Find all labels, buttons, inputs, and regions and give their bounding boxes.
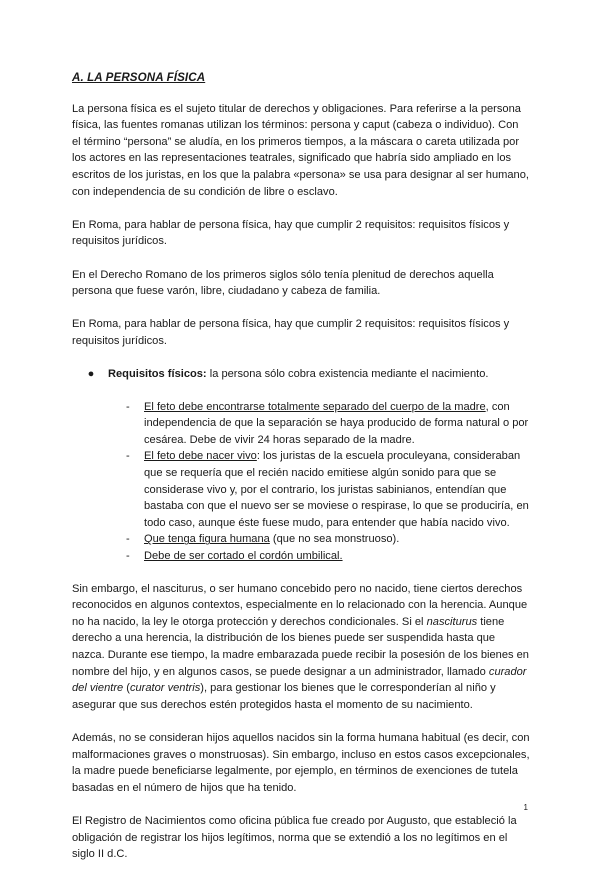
nasciturus-italic-term: nasciturus — [426, 615, 478, 628]
sub-item-rest: : los juristas de la escuela proculeyana, consideraban que se requería que el recién nacido emitiese algún sonido para que se considerase vivo y, por el contrario, los juristas sabinianos, entendían que bastaba con que el nuevo ser se moviese o respirase, lo que se produciría, en todo caso, aunque éste fuese mudo, para entender que había nacido vivo. — [144, 450, 529, 529]
derecho-romano-paragraph: En el Derecho Romano de los primeros siglos sólo tenía plenitud de derechos aquella persona que fuese varón, libre, ciudadano y cabeza de familia. — [72, 268, 494, 298]
sub-list-item — [72, 531, 530, 548]
bullet-requisitos-fisicos — [72, 366, 530, 383]
page-number: 1 — [523, 803, 528, 812]
sub-item-underlined: El feto debe nacer vivo — [144, 450, 257, 463]
curator-ventris-term: curator ventris — [129, 682, 201, 695]
sub-item-underlined: El feto debe encontrarse totalmente separado del cuerpo de la madre — [144, 400, 486, 413]
sub-list-item — [72, 399, 530, 449]
bullet-text — [108, 366, 530, 383]
registro-paragraph: El Registro de Nacimientos como oficina pública fue creado por Augusto, que estableció la obligación de registrar los hijos legítimos, norma que se extendió a los no legítimos en el siglo II d.C. — [72, 814, 517, 861]
dash-marker: - — [126, 533, 130, 546]
ademas-paragraph: Además, no se consideran hijos aquellos nacidos sin la forma humana habitual (es decir, con malformaciones graves o monstruosas). Sin embargo, incluso en estos casos excepcionales, la madre puede beneficiarse legalmente, por ejemplo, en términos de exenciones de tutela basadas en el número de hijos que ha tenido. — [72, 731, 530, 794]
sub-item-rest: (que no sea monstruoso). — [269, 533, 400, 546]
roma-requisitos-paragraph: En Roma, para hablar de persona física, hay que cumplir 2 requisitos: requisitos físicos y requisitos jurídicos. — [72, 218, 510, 248]
nasciturus-text-4: ), para gestionar los bienes que le corresponderían al niño y asegurar que sus derechos estén protegidos hasta el momento de su nacimiento. — [72, 682, 496, 711]
sub-item-text — [144, 531, 530, 548]
intro-paragraph: La persona física es el sujeto titular de derechos y obligaciones. Para referirse a la persona física, las fuentes romanas utilizan los términos: persona y caput (cabeza o individuo). Con el término “persona” se aludía, en los primeros tiempos, a la máscara o careta utilizada por los actores en las representaciones teatrales, significado que habría sido ampliado en los escritos de los juristas, en los que la palabra «persona» se usa para designar al ser humano, con independencia de su condición de libre o esclavo. — [72, 102, 529, 198]
nasciturus-text-2: tiene derecho a una herencia, la distribución de los bienes puede ser suspendida hasta que nazca. Durante ese tiempo, la madre embarazada puede recibir la posesión de los bienes en nombre del hijo, y en algunos casos, se puede designar a un administrador, llamado — [72, 615, 529, 678]
sub-list-item — [72, 548, 530, 565]
sub-item-text — [144, 399, 530, 449]
bullet-description: la persona sólo cobra existencia mediante el nacimiento. — [206, 368, 489, 381]
document-body — [72, 70, 530, 879]
bullet-label: Requisitos físicos: — [108, 368, 207, 381]
sub-item-text — [144, 448, 530, 531]
sub-item-text — [144, 548, 530, 565]
dash-marker: - — [126, 400, 130, 413]
nasciturus-paragraph — [72, 581, 530, 714]
roma-requisitos-paragraph-repeat: En Roma, para hablar de persona física, hay que cumplir 2 requisitos: requisitos físicos y requisitos jurídicos. — [72, 318, 510, 347]
sub-list-item — [72, 448, 530, 531]
dash-marker: - — [126, 550, 130, 563]
sub-item-underlined: Que tenga figura humana — [144, 533, 270, 546]
dash-marker: - — [126, 450, 130, 463]
curador-vientre-term: curador del vientre — [72, 665, 527, 695]
section-heading: A. LA PERSONA FÍSICA — [72, 71, 206, 84]
sub-item-rest: , con independencia de que la separación se haya producido de forma natural o por cesárea. Debe de vivir 24 horas separado de la madre. — [144, 400, 529, 446]
requisitos-sub-list — [72, 399, 530, 565]
nasciturus-text-1: Sin embargo, el nasciturus, o ser humano concebido pero no nacido, tiene ciertos derechos reconocidos en algunos contextos, especialmente en lo relacionado con la herencia. Aunque no ha nacido, la ley le otorga protección y derechos condicionales. Si el — [72, 582, 528, 628]
nasciturus-text-3: ( — [123, 682, 130, 695]
bullet-icon: ● — [87, 368, 95, 381]
sub-item-underlined: Debe de ser cortado el cordón umbilical. — [144, 550, 343, 563]
